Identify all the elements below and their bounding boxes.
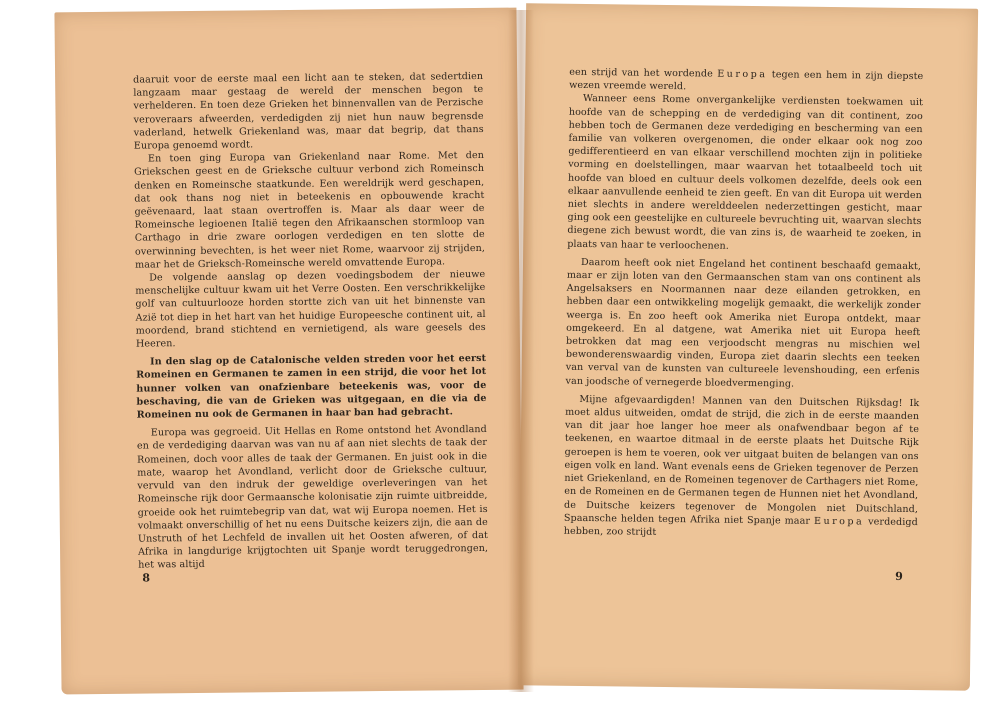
right-paragraph-1: een strijd van het wordende Europa tegen een hem in zijn diepste wezen vreemde wereld. <box>569 66 924 93</box>
left-page-text <box>133 70 488 572</box>
left-paragraph-5: Europa was gegroeid. Uit Hellas en Rome ontstond het Avondland en de verdediging daarvan was van nu af aan niet slechts de taak der Romeinen, doch voor alles de taak der Germanen. En juist ook in die mate, waarop het Avondland, verlicht door de Grieksche cultuur, vervuld van den indruk der geweldige overleveringen van het Romeinsche rijk door Germaansche kolonisatie zijn ruimte uitbreidde, groeide ook het ruimtebegrip van dat, wat wij Europa noemen. Het is volmaakt onverschillig of het nu eens Duitsche keizers zijn, die aan de Unstruth of het Lechfeld de invallen uit het Oosten afweren, of dat Afrika in langdurige krijgtochten uit Spanje wordt teruggedrongen, het was altijd <box>136 424 489 571</box>
left-page <box>54 8 523 695</box>
right-paragraph-2: Wanneer eens Rome onvergankelijke verdiensten toekwamen uit hoofde van de schepping en de verdediging van dit continent, zoo hebben toch de Germanen deze verdediging en bescherming van een familie van volkeren overgenomen, die onder elkaar ook nog zoo gedifferentieerd en van elkaar verschillend mochten zijn in politieke vorming en doelstellingen, maar waarvan het totaalbeeld toch uit hoofde van bloed en cultuur deels volkomen dezelfde, deels ook een elkaar aanvullende eenheid te zien geeft. En van dit Europa uit werden niet slechts in andere werelddeelen nederzettingen gesticht, maar ging ook een geestelijke en cultureele bevruchting uit, waarvan slechts diegene zich bewust wordt, die van zins is, de waarheid te zoeken, in plaats van haar te verloochenen. <box>567 93 924 252</box>
page-number-left: 8 <box>142 571 151 585</box>
left-paragraph-2: En toen ging Europa van Griekenland naar Rome. Met den Griekschen geest en de Grieksche cultuur verbond zich Romeinsch denken en Romeinsche staatkunde. Een wereldrijk werd geschapen, dat ook thans nog niet in beteekenis en opbouwende kracht geëvenaard, laat staan overtroffen is. Maar als daar weer de Romeinsche legioenen Italië tegen den Afrikaanschen stormloop van Carthago in drie zware oorlogen verdedigen en ten slotte de overwinning bevechten, is het weer niet Rome, waarvoor zij strijden, maar het de Grieksch-Romeinsche wereld omvattende Europa. <box>134 150 485 271</box>
right-paragraph-3: Daarom heeft ook niet Engeland het continent beschaafd gemaakt, maar er zijn loten van den Germaanschen stam van ons continent als Angelsaksers en Noormannen naar deze eilanden getrokken, en hebben daar een ontwikkeling mogelijk gemaakt, die werkelijk zonder weerga is. En zoo heeft ook Amerika niet Europa ontdekt, maar omgekeerd. En al datgene, wat Amerika niet uit Europa heeft betrokken dat mag een verjoodscht mengras nu mischien wel bewonderenswaardig vinden, Europa ziet daarin slechts een teeken van verval van de kunsten van cultureele levenshouding, een erfenis van joodsche of vernegerde bloedvermenging. <box>565 256 922 390</box>
right-page-text <box>564 66 924 542</box>
left-paragraph-4: In den slag op de Catalonische velden streden voor het eerst Romeinen en Germanen te zamen in een strijd, die voor het lot hunner volken van onafzienbare beteekenis was, voor de beschaving, die van de Grieken was uitgegaan, en die via de Romeinen nu ook de Germanen in haar ban had gebracht. <box>136 353 487 421</box>
left-paragraph-3: De volgende aanslag op dezen voedingsbodem der nieuwe menschelijke cultuur kwam uit het Verre Oosten. Een verschrikkelijke golf van cultuurlooze horden stortte zich van uit het binnenste van Azië tot diep in het hart van het huidige Europeesche continent uit, al moordend, brand stichtend en vernietigend, als ware geesels des Heeren. <box>135 268 486 350</box>
right-paragraph-4: Mijne afgevaardigden! Mannen van den Duitschen Rijksdag! Ik moet aldus uitweiden, omdat de strijd, die zich in de eerste maanden van dit jaar hoe langer hoe meer als onafwendbaar begon af te teekenen, en waartoe ditmaal in de eerste plaats het Duitsche Rijk geroepen is hem te voeren, ook ver uitgaat buiten de belangen van ons eigen volk en land. Want evenals eens de Grieken tegenover de Perzen niet Griekenland, en de Romeinen tegenover de Carthagers niet Rome, en de Romeinen en de Germanen tegen de Hunnen niet het Avondland, de Duitsche keizers tegenover de Mongolen niet Duitschland, Spaansche helden tegen Afrika niet Spanje maar Europa verdedigd hebben, zoo strijdt <box>563 393 920 538</box>
right-page <box>518 3 978 690</box>
page-number-right: 9 <box>895 569 903 583</box>
left-paragraph-1: daaruit voor de eerste maal een licht aan te steken, dat sedertdien langzaam maar gestaag de wereld der menschen begon te verhelderen. En toen deze Grieken het binnenvallen van de Perzische veroveraars afweerden, verdedigden zij niet hun nauw begrensde vaderland, hetwelk Griekenland was, maar dat begrip, dat thans Europa genoemd wordt. <box>133 70 484 152</box>
